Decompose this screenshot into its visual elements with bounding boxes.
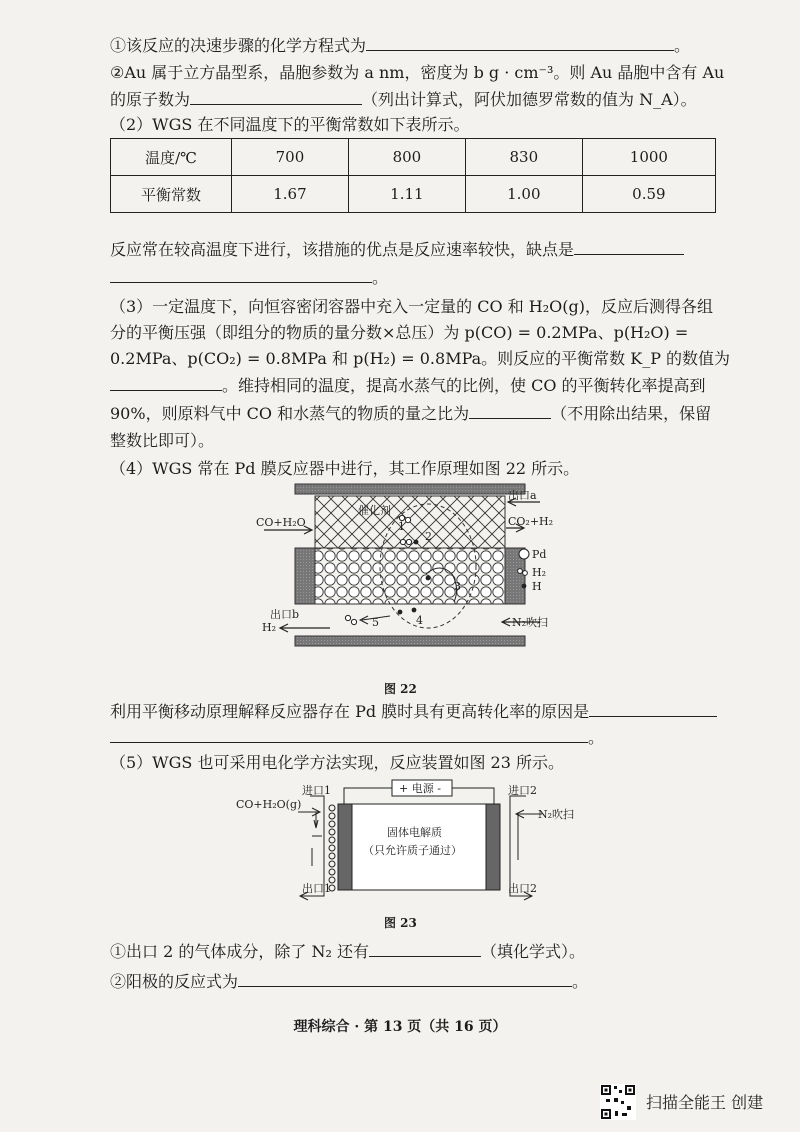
- step-4: 4: [416, 614, 423, 627]
- table-cell: 温度/℃: [111, 139, 232, 176]
- step-1: 1: [398, 520, 405, 533]
- q2-intro: （2）WGS 在不同温度下的平衡常数如下表所示。: [110, 115, 470, 134]
- arrow-outlet-b: [280, 624, 330, 632]
- anode-electrode: [338, 804, 352, 890]
- q4-question-line2: 。: [110, 726, 604, 749]
- answer-blank[interactable]: [574, 238, 684, 255]
- cathode-electrode: [486, 804, 500, 890]
- q5-sub1: [110, 940, 585, 963]
- h2-molecule: [351, 619, 356, 624]
- h2-molecule: [345, 615, 350, 620]
- legend-pd-icon: [519, 549, 529, 559]
- q3-line4: [110, 374, 706, 397]
- q2-after-line2: 。: [110, 266, 388, 289]
- legend-pd: Pd: [532, 548, 547, 561]
- q4-intro: （4）WGS 常在 Pd 膜反应器中进行，其工作原理如图 22 所示。: [110, 459, 580, 478]
- label-inlet2: 进口2: [508, 784, 537, 797]
- q3-line6: 整数比即可）。: [110, 431, 215, 450]
- equilibrium-table: [110, 138, 716, 213]
- label-h2: H₂: [262, 621, 277, 634]
- page-footer: 理科综合 · 第 13 页（共 16 页）: [293, 1019, 507, 1035]
- h-atom: [426, 576, 431, 581]
- answer-blank[interactable]: [369, 940, 481, 957]
- step-2: 2: [425, 530, 432, 543]
- label-product: CO₂+H₂: [508, 515, 554, 528]
- q2-after-text: 反应常在较高温度下进行，该措施的优点是反应速率较快，缺点是: [110, 240, 575, 259]
- q3-line3: 0.2MPa、p(CO₂) = 0.8MPa 和 p(H₂) = 0.8MPa。则反应的平衡常数 K_P 的数值为: [110, 349, 731, 368]
- label-power: + 电源 -: [399, 782, 441, 795]
- step-3: 3: [454, 580, 461, 593]
- bottom-wall: [295, 636, 525, 646]
- table-row: [111, 139, 716, 176]
- answer-blank[interactable]: [190, 88, 362, 105]
- figure-23-caption: 图 23: [384, 916, 417, 930]
- legend-h2-icon: [523, 571, 528, 576]
- answer-blank[interactable]: [589, 700, 717, 717]
- label-electrolyte: 固体电解质: [387, 826, 442, 839]
- q3-text4: 。维持相同的温度，提高水蒸气的比例，使 CO 的平衡转化率提高到: [222, 376, 706, 395]
- h-atom: [414, 540, 419, 545]
- qr-code-icon: [600, 1084, 636, 1120]
- scanner-watermark: 扫描全能王 创建: [646, 1093, 764, 1112]
- q5-sub2: ②阳极的反应式为 。: [110, 972, 589, 991]
- table-cell: 700: [232, 139, 349, 176]
- answer-blank[interactable]: [469, 402, 551, 419]
- q3-line2: 分的平衡压强（即组分的物质的量分数×总压）为 p(CO) = 0.2MPa、p(H₂O) =: [110, 323, 689, 342]
- legend-h-icon: [522, 584, 527, 589]
- step-5: 5: [372, 616, 379, 629]
- legend-h2: H₂: [532, 566, 547, 579]
- q5-sub1-tail: （填化学式）。: [480, 942, 585, 961]
- q5-intro: （5）WGS 也可采用电化学方法实现，反应装置如图 23 所示。: [110, 753, 564, 772]
- arrow-feed: [298, 808, 320, 816]
- label-inlet1: 进口1: [302, 784, 331, 797]
- top-wall: [295, 484, 525, 494]
- table-cell: 平衡常数: [111, 176, 232, 213]
- q1-text3b: （列出计算式，阿伏加德罗常数的值为 N_A）。: [362, 90, 697, 109]
- h-atom: [412, 608, 417, 613]
- answer-blank[interactable]: [110, 374, 222, 391]
- answer-blank[interactable]: [110, 726, 588, 743]
- q1-line3: [110, 88, 697, 111]
- label-n2: N₂吹扫: [512, 616, 549, 629]
- h-atom: [398, 610, 403, 615]
- answer-blank[interactable]: [238, 970, 572, 987]
- label-inlet: CO+H₂O: [256, 516, 306, 529]
- label-outlet2: 出口2: [508, 882, 537, 895]
- answer-blank[interactable]: [110, 266, 372, 283]
- table-cell: 0.59: [582, 176, 715, 213]
- label-outlet1: 出口1: [302, 882, 331, 895]
- label-catalyst: 催化剂: [358, 504, 391, 517]
- q1-text3a: 的原子数为: [110, 90, 191, 109]
- h2-molecule: [405, 517, 410, 522]
- label-outlet-a: 出口a: [508, 489, 537, 502]
- q3-line5: [110, 402, 711, 425]
- label-n2: N₂吹扫: [538, 808, 575, 821]
- figure-23: [236, 774, 596, 904]
- q1-line2: ②Au 属于立方晶型系，晶胞参数为 a nm，密度为 b g · cm⁻³。则 Au 晶胞中含有 Au: [110, 63, 725, 82]
- table-cell: 830: [465, 139, 582, 176]
- figure-22: [240, 478, 600, 678]
- q4-question: [110, 700, 717, 723]
- q3-line1: （3）一定温度下，向恒容密闭容器中充入一定量的 CO 和 H₂O(g)，反应后测得各组: [110, 297, 714, 316]
- q4-question-text: 利用平衡移动原理解释反应器存在 Pd 膜时具有更高转化率的原因是: [110, 702, 590, 721]
- answer-blank[interactable]: [366, 34, 674, 51]
- label-feed: CO+H₂O(g): [236, 798, 302, 811]
- q2-after: [110, 238, 684, 261]
- table-cell: 1.67: [232, 176, 349, 213]
- table-cell: 800: [348, 139, 465, 176]
- left-block: [295, 548, 315, 604]
- table-cell: 1.00: [465, 176, 582, 213]
- bubbles: [329, 805, 335, 891]
- q1-line1: ①该反应的决速步骤的化学方程式为 。: [110, 36, 691, 55]
- legend-h2-icon: [518, 569, 523, 574]
- table-cell: 1.11: [348, 176, 465, 213]
- h2-molecule: [406, 539, 411, 544]
- q5-sub2-text: ②阳极的反应式为: [110, 972, 239, 991]
- table-cell: 1000: [582, 139, 715, 176]
- label-outlet-b: 出口b: [270, 608, 300, 621]
- q3-text5b: （不用除出结果，保留: [551, 404, 712, 423]
- q3-text5a: 90%，则原料气中 CO 和水蒸气的物质的量之比为: [110, 404, 470, 423]
- figure-22-caption: 图 22: [384, 682, 417, 696]
- q1-text1: ①该反应的决速步骤的化学方程式为: [110, 36, 367, 55]
- label-proton-only: （只允许质子通过）: [363, 844, 462, 857]
- pd-membrane: [315, 548, 505, 604]
- legend-h: H: [532, 580, 542, 593]
- table-row: [111, 176, 716, 213]
- h2-molecule: [400, 539, 405, 544]
- q5-sub1-text: ①出口 2 的气体成分，除了 N₂ 还有: [110, 942, 369, 961]
